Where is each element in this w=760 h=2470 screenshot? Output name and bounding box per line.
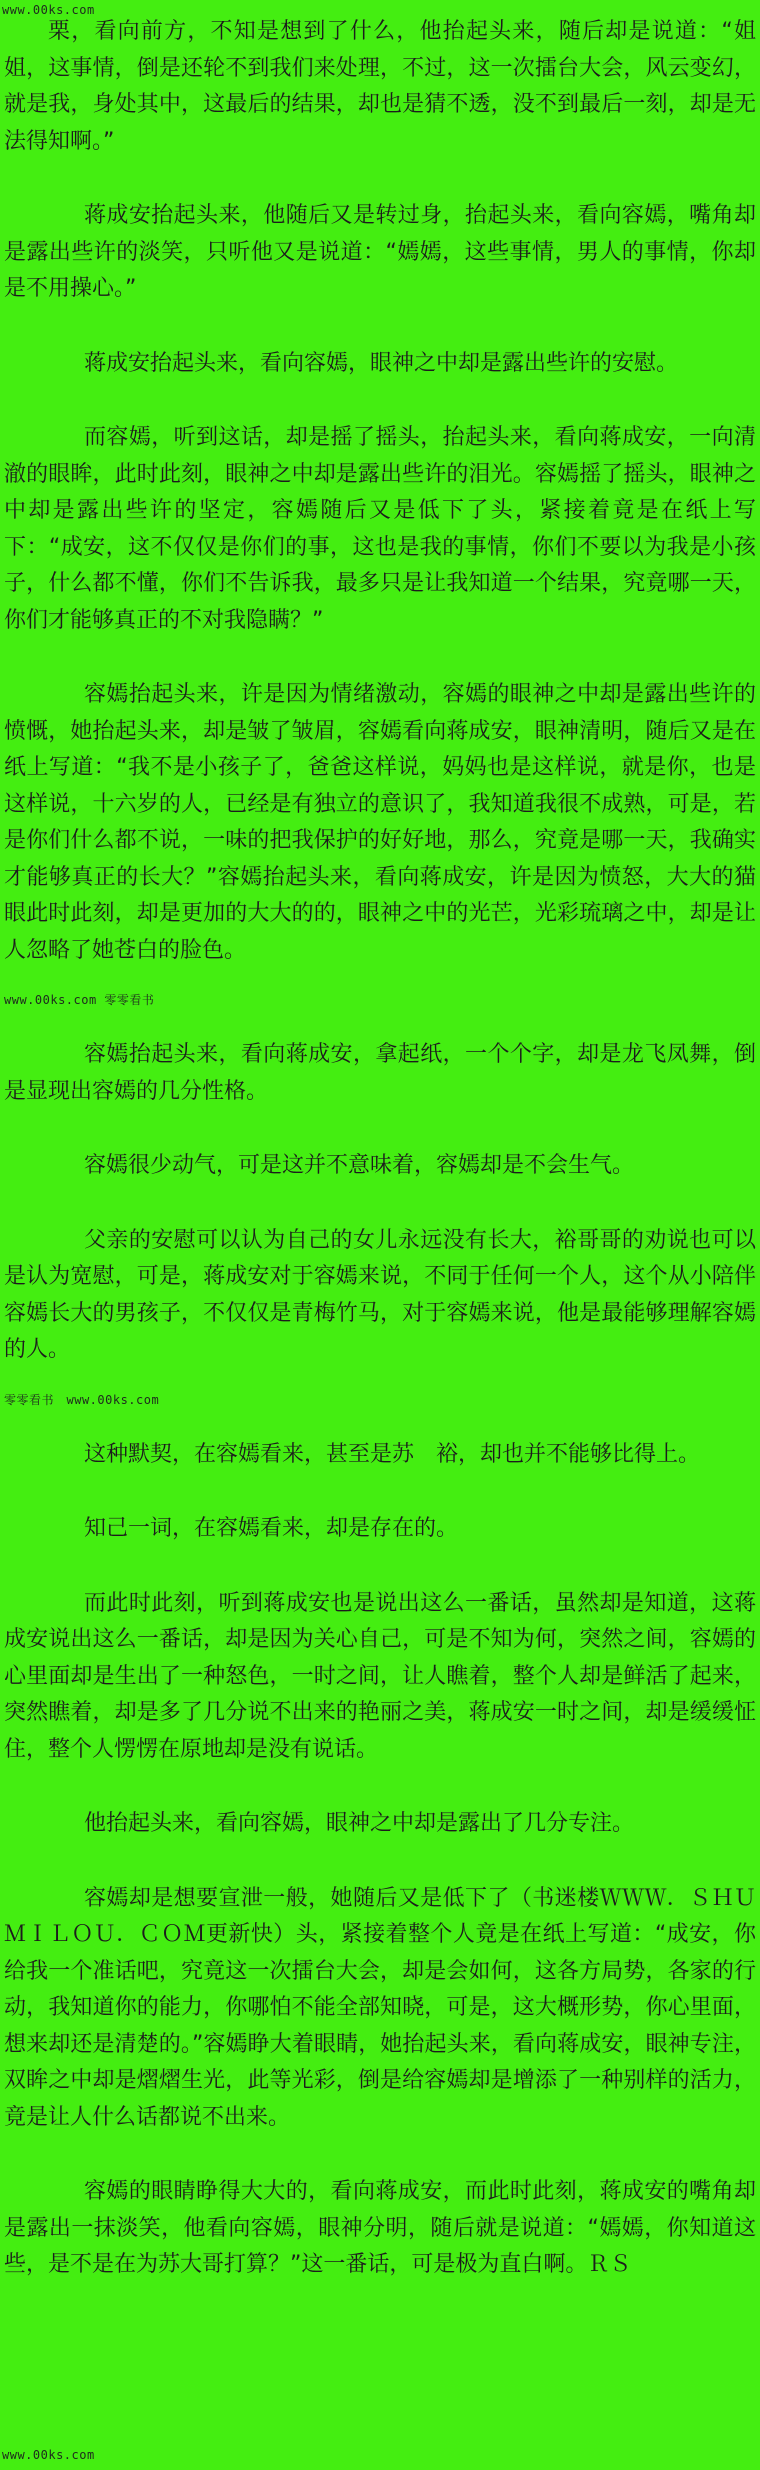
watermark-bottom: www.00ks.com <box>2 2448 95 2462</box>
paragraph: 容嫣抬起头来，看向蒋成安，拿起纸，一个个字，却是龙飞凤舞，倒是显现出容嫣的几分性格。 <box>4 1042 756 1104</box>
paragraph: 蒋成安抬起头来，他随后又是转过身，抬起头来，看向容嫣，嘴角却是露出些许的淡笑，只听他又是说道：“嫣嫣，这些事情，男人的事情，你却是不用操心。” <box>4 203 756 301</box>
paragraph: 父亲的安慰可以认为自己的女儿永远没有长大，裕哥哥的劝说也可以是认为宽慰，可是，蒋成安对于容嫣来说，不同于任何一个人，这个从小陪伴容嫣长大的男孩子，不仅仅是青梅竹马，对于容嫣来说，他是最能够理解容嫣的人。 <box>4 1227 756 1362</box>
watermark-inline: 零零看书 www.00ks.com <box>4 1392 160 1407</box>
paragraph: 容嫣很少动气，可是这并不意味着，容嫣却是不会生气。 <box>84 1153 635 1178</box>
paragraph: 知己一词，在容嫣看来，却是存在的。 <box>84 1516 459 1541</box>
paragraph: 容嫣抬起头来，许是因为情绪激动，容嫣的眼神之中却是露出些许的愤慨，她抬起头来，却是皱了皱眉，容嫣看向蒋成安，眼神清明，随后又是在纸上写道：“我不是小孩子了，爸爸这样说，妈妈也是这样说，就是你，也是这样说，十六岁的人，已经是有独立的意识了，我知道我很不成熟，可是，若是你们什么都不说，一味的把我保护的好好地，那么，究竟是哪一天，我确实才能够真正的长大？”容嫣抬起头来，看向蒋成安，许是因为愤怒，大大的猫眼此时此刻，却是更加的大大的的，眼神之中的光芒，光彩琉璃之中，却是让人忽略了她苍白的脸色。 <box>4 682 756 963</box>
paragraph: 这种默契，在容嫣看来，甚至是苏 裕，却也并不能够比得上。 <box>84 1441 701 1467</box>
paragraph: 他抬起头来，看向容嫣，眼神之中却是露出了几分专注。 <box>84 1811 635 1836</box>
paragraph: 栗，看向前方，不知是想到了什么，他抬起头来，随后却是说道：“姐姐，这事情，倒是还轮不到我们来处理，不过，这一次擂台大会，风云变幻，就是我，身处其中，这最后的结果，却也是猜不透，没不到最后一刻，却是无法得知啊。” <box>4 19 756 154</box>
watermark-inline: www.00ks.com 零零看书 <box>4 993 155 1007</box>
paragraph: 而容嫣，听到这话，却是摇了摇头，抬起头来，看向蒋成安，一向清澈的眼眸，此时此刻，眼神之中却是露出些许的泪光。容嫣摇了摇头，眼神之中却是露出些许的坚定，容嫣随后又是低下了头，紧接着竟是在纸上写下：“成安，这不仅仅是你们的事，这也是我的事情，你们不要以为我是小孩子，什么都不懂，你们不告诉我，最多只是让我知道一个结果，究竟哪一天，你们才能够真正的不对我隐瞒？” <box>4 425 756 633</box>
paragraph: 蒋成安抬起头来，看向容嫣，眼神之中却是露出些许的安慰。 <box>84 350 679 376</box>
paragraph: 容嫣的眼睛睁得大大的，看向蒋成安，而此时此刻，蒋成安的嘴角却是露出一抹淡笑，他看向容嫣，眼神分明，随后就是说道：“嫣嫣，你知道这些，是不是在为苏大哥打算？”这一番话，可是极为直白啊。ＲＳ <box>4 2179 756 2277</box>
paragraph: 容嫣却是想要宣泄一般，她随后又是低下了（书迷楼ＷＷＷ．ＳＨＵＭＩＬＯＵ．ＣＯＭ更新快）头，紧接着整个人竟是在纸上写道：“成安，你给我一个准话吧，究竟这一次擂台大会，却是会如何，这各方局势，各家的行动，我知道你的能力，你哪怕不能全部知晓，可是，这大概形势，你心里面，想来却还是清楚的。”容嫣睁大着眼睛，她抬起头来，看向蒋成安，眼神专注，双眸之中却是熠熠生光，此等光彩，倒是给容嫣却是增添了一种别样的活力，竟是让人什么话都说不出来。 <box>4 1885 756 2130</box>
novel-text-body <box>4 2 756 2284</box>
watermark-top: www.00ks.com <box>2 3 95 17</box>
paragraph: 而此时此刻，听到蒋成安也是说出这么一番话，虽然却是知道，这蒋成安说出这么一番话，却是因为关心自己，可是不知为何，突然之间，容嫣的心里面却是生出了一种怒色，一时之间，让人瞧着，整个人却是鲜活了起来，突然瞧着，却是多了几分说不出来的艳丽之美，蒋成安一时之间，却是缓缓怔住，整个人愣愣在原地却是没有说话。 <box>4 1590 756 1762</box>
